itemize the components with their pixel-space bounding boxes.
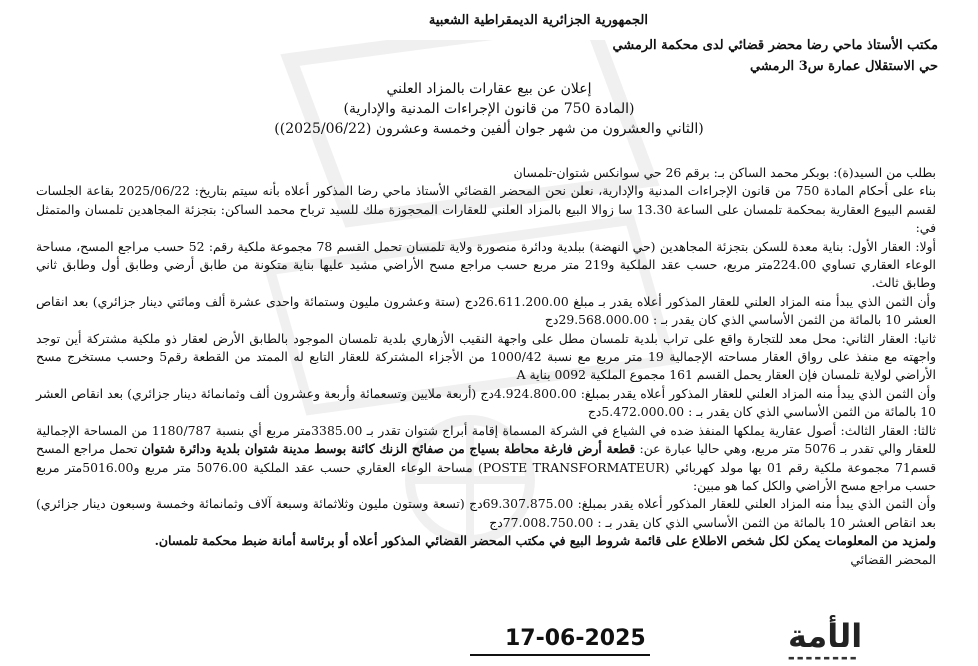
office-address: حي الاستقلال عمارة س3 الرمشي <box>750 59 938 74</box>
intro-paragraph: بناء على أحكام المادة 750 من قانون الإجراءات المدنية والإدارية، نعلن نحن المحضر القضائي الأستاذ ماحي رضا المذكور أعلاه بأنه سيتم بتاريخ: 2025/06/22 بقاعة الجلسات لقسم البيوع العقارية بمحكمة تلمسان على الساعة 13.30 سا زوالا البيع بالمزاد العلني للعقارات المحجوزة ملك للسيد ترباح محمد الساكن: بتجزئة المجاهدين تلمسان والمتمثل في: <box>36 183 936 236</box>
announcement-date-line: (الثاني والعشرون من شهر جوان ألفين وخمسة وعشرون (2025/06/22)) <box>274 121 704 137</box>
announcement-subtitle: (المادة 750 من قانون الإجراءات المدنية والإدارية) <box>343 101 635 117</box>
republic-header: الجمهورية الجزائرية الديمقراطية الشعبية <box>428 13 648 28</box>
more-info-paragraph: ولمزيد من المعلومات يمكن لكل شخص الاطلاع على قائمة شروط البيع في مكتب المحضر القضائي المذكور أعلاه أو برئاسة أمانة ضبط محكمة تلمسان. <box>154 533 936 549</box>
office-name: مكتب الأستاذ ماحي رضا محضر قضائي لدى محكمة الرمشي <box>612 38 938 53</box>
property-2-paragraph: ثانيا: العقار الثاني: محل معد للتجارة واقع على تراب بلدية تلمسان مطل على واجهة النقيب الأزهاري بلدية تلمسان الموجود بالطابق الأرض لعقار ذو ملكية مشتركة أين توجد واجهته مع منفذ على رواق العقار مساحته الإجمالية 19 متر مربع مع نسبة 1000/42 من الأجزاء المشتركة للعقار التابع له الممتد من القطعة رقم5 وحسب مستخرج مسح الأراضي لولاية تلمسان فإن العقار يحمل القسم 161 مجموع الملكية 0092 بناية A <box>36 330 936 383</box>
property-3-text-c: تحمل مراجع المسح قسم71 مجموعة ملكية رقم 01 بها مولد كهربائي (POSTE TRANSFORMATEUR) مساحة الوعاء العقاري حسب عقد الملكية 5076.00 متر مربع و5016.00متر مربع حسب مراجع مسح الأراضي والكل كما هو مبين: <box>36 441 937 493</box>
footer-divider <box>470 654 650 656</box>
price-3-paragraph: وأن الثمن الذي يبدأ منه المزاد العلني للعقار المذكور أعلاه يقدر بمبلغ: 69.307.875.00دج (تسعة وستون مليون وثلاثمائة وسبعة آلاف وثمانمائة وخمسة وسبعون دينار جزائري) بعد انقاص العشر 10 بالمائة من الثمن الأساسي الذي كان يقدر بـ : 77.008.750.00دج <box>36 496 936 530</box>
announcement-title: إعلان عن بيع عقارات بالمزاد العلني <box>386 81 592 97</box>
publication-date: 17-06-2025 <box>505 626 646 651</box>
newspaper-logo-tagline: ▬ ▬ ▬ ▬ ▬ ▬ ▬ ▬ <box>788 654 857 662</box>
announcement-body <box>36 164 936 569</box>
property-3-paragraph <box>36 422 936 496</box>
price-2-paragraph: وأن الثمن الذي يبدأ منه المزاد العلني للعقار المذكور أعلاه يقدر بمبلغ: 4.924.800.00دج (أربعة ملايين وتسعمائة وأربعة وعشرون ألف وثمانمائة دينار جزائري) بعد انقاص العشر 10 بالمائة من الثمن الأساسي الذي كان يقدر بـ : 5.472.000.00دج <box>36 385 937 420</box>
signer-label: المحضر القضائي <box>850 551 936 567</box>
newspaper-logo <box>788 618 908 662</box>
newspaper-logo-text: الأمة <box>788 617 863 655</box>
requester-paragraph: بطلب من السيد(ة): بوبكر محمد الساكن بـ: برقم 26 حي سوانكس شتوان-تلمسان <box>513 165 936 180</box>
property-3-text-bold: قطعة أرض فارغة محاطة بسياج من صفائح الزنك كائنة بوسط مدينة شتوان بلدية ودائرة شتوان <box>141 441 636 457</box>
property-1-paragraph: أولا: العقار الأول: بناية معدة للسكن بتجزئة المجاهدين (حي النهضة) ببلدية ودائرة منصورة ولاية تلمسان تحمل القسم 78 مجموعة ملكية رقم: 52 حسب مراجع المسح، مساحة الوعاء العقاري تساوي 224.00متر مربع، حسب عقد الملكية و219 متر مربع حسب مراجع مسح الأراضي مشيد عليها بناية متكونة من طابق أرضي وطابق أول وطابق ثاني وطابق ثالث. <box>36 238 936 291</box>
price-1-paragraph: وأن الثمن الذي يبدأ منه المزاد العلني للعقار المذكور أعلاه يقدر بـ مبلغ 26.611.200.00دج (ستة وعشرون مليون وستمائة واحدى عشرة ألف ومائتي دينار جزائري) بعد انقاص العشر 10 بالمائة من الثمن الأساسي الذي كان يقدر بـ : 29.568.000.00دج <box>36 293 936 328</box>
property-3-text-a: ثالثا: العقار الثالث: أصول عقارية يملكها المنفذ ضده في الشياع في الشركة المسماة إقامة أبراج شتوان تقدر بـ 3385.00متر مربع أي بنسبة 1180/787 من المساحة الإجمالية للعقار والي تقدر بـ 5076 متر مربع، وهي حاليا عبارة عن: <box>36 422 936 457</box>
